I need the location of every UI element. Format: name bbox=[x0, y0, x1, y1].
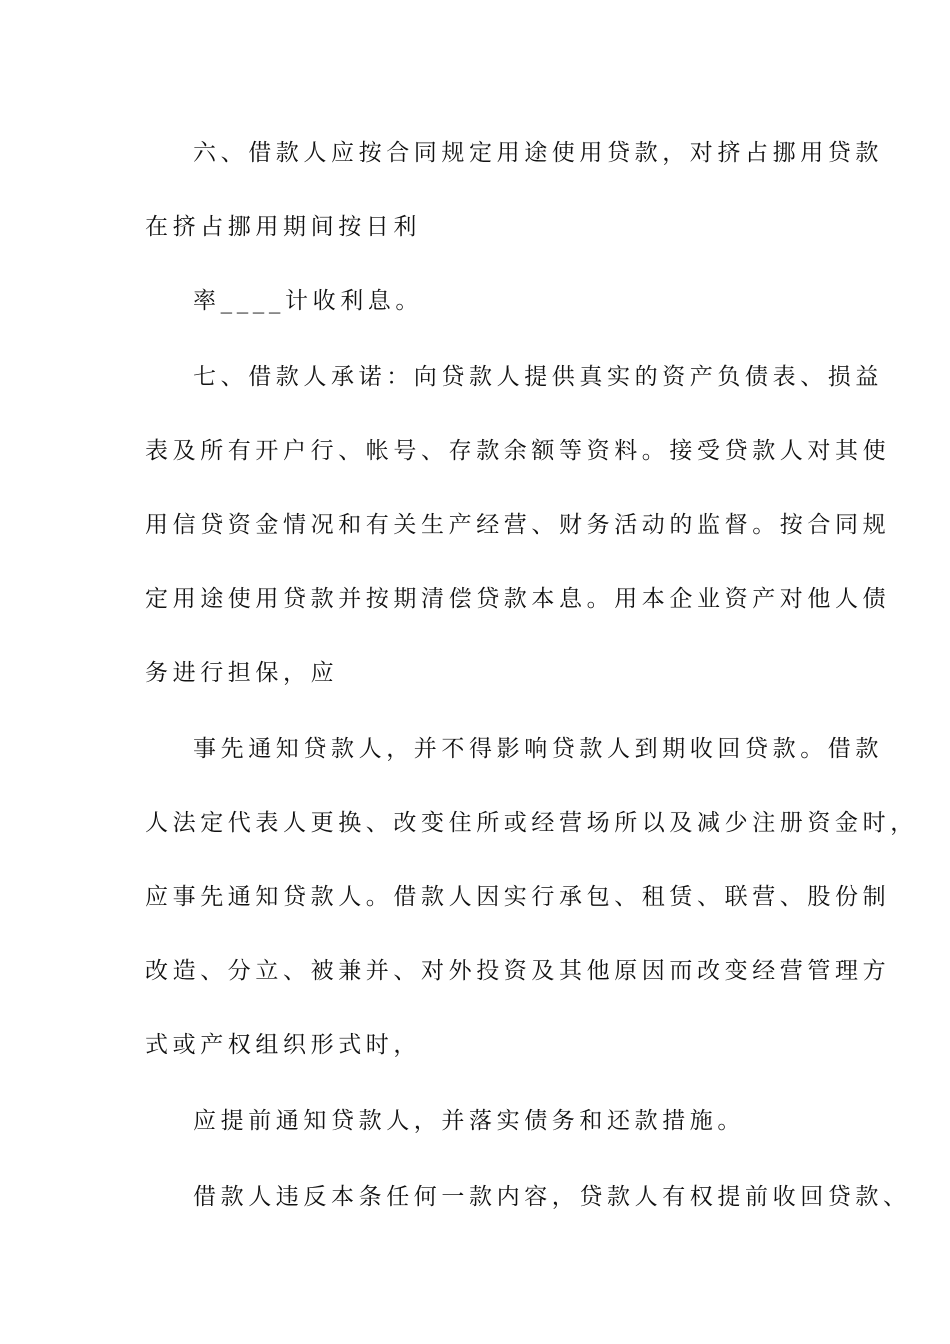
text-line: 应提前通知贷款人，并落实债务和还款措施。 bbox=[193, 1108, 745, 1134]
text-line: 率____计收利息。 bbox=[193, 288, 423, 314]
text-line: 应事先通知贷款人。借款人因实行承包、租赁、联营、股份制 bbox=[145, 884, 891, 910]
text-line: 借款人违反本条任何一款内容，贷款人有权提前收回贷款、 bbox=[193, 1184, 911, 1210]
text-line: 务进行担保，应 bbox=[145, 660, 339, 686]
text-line: 定用途使用贷款并按期清偿贷款本息。用本企业资产对他人债 bbox=[145, 586, 891, 612]
text-line: 在挤占挪用期间按日利 bbox=[145, 214, 421, 240]
text-line: 式或产权组织形式时， bbox=[145, 1032, 421, 1058]
text-line: 表及所有开户行、帐号、存款余额等资料。接受贷款人对其使 bbox=[145, 438, 891, 464]
text-line: 改造、分立、被兼并、对外投资及其他原因而改变经营管理方 bbox=[145, 958, 891, 984]
text-line: 六、借款人应按合同规定用途使用贷款，对挤占挪用贷款 bbox=[193, 140, 883, 166]
text-line: 事先通知贷款人，并不得影响贷款人到期收回贷款。借款 bbox=[193, 736, 883, 762]
text-line: 七、借款人承诺：向贷款人提供真实的资产负债表、损益 bbox=[193, 364, 883, 390]
text-line: 人法定代表人更换、改变住所或经营场所以及减少注册资金时， bbox=[145, 810, 918, 836]
text-line: 用信贷资金情况和有关生产经营、财务活动的监督。按合同规 bbox=[145, 512, 891, 538]
